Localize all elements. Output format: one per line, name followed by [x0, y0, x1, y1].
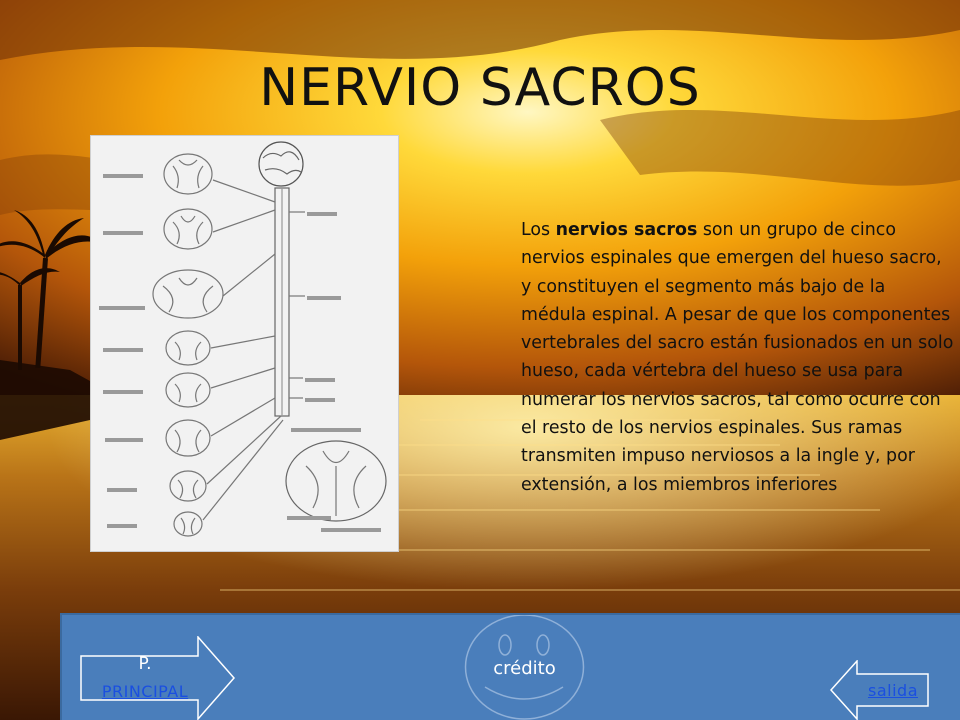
description-intro: Los — [521, 220, 556, 240]
slide-description — [521, 216, 955, 499]
credit-button[interactable] — [463, 615, 586, 720]
credit-label: crédito — [493, 658, 556, 679]
description-keyword: nervios sacros — [555, 220, 698, 240]
spinal-cord-diagram — [90, 135, 399, 552]
right-arrow-icon — [80, 636, 236, 720]
main-page-link[interactable]: PRINCIPAL — [101, 682, 189, 701]
main-page-label: P. — [138, 654, 152, 674]
exit-button[interactable] — [830, 660, 930, 720]
description-text: son un grupo de cinco nervios espinales que emergen del hueso sacro, y constituyen el segmento más bajo de la médula espinal. A pesar de que los componentes vertebrales del sacro están fusionados en un solo hueso, cada vértebra del hueso se usa para numerar los nervios sacros, tal como ocurre con el resto de los nervios espinales. Sus ramas transmiten impuso nerviosos a la ingle y, por extensión, a los miembros inferiores — [521, 220, 954, 495]
exit-link[interactable]: salida — [868, 681, 918, 700]
main-page-button[interactable] — [80, 636, 236, 720]
slide-title: NERVIO SACROS — [259, 58, 701, 118]
